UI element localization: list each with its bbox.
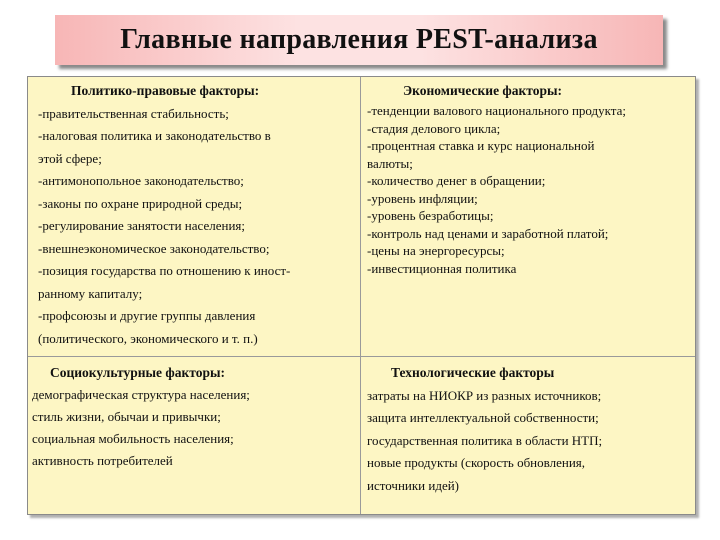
factor-item: новые продукты (скорость обновления,: [367, 455, 586, 470]
factor-item: этой сфере;: [38, 150, 102, 166]
factor-item: государственная политика в области НТП;: [367, 432, 603, 448]
factor-item: -налоговая политика и законодательство в: [38, 128, 271, 143]
horizontal-divider: [28, 356, 695, 357]
vertical-divider: [360, 77, 361, 514]
factor-item: -стадия делового цикла;: [367, 120, 501, 136]
economic-factors-cell: [367, 80, 626, 277]
factor-item: -позиция государства по отношению к иност-: [38, 263, 291, 278]
social-factors-heading: Социокультурные факторы:: [50, 365, 226, 380]
factor-item: -регулирование занятости населения;: [38, 218, 245, 233]
factor-item: -цены на энергоресурсы;: [367, 243, 505, 258]
factor-item: -профсоюзы и другие группы давления: [38, 308, 256, 323]
factor-item: -законы по охране природной среды;: [38, 195, 243, 211]
political-factors-heading: Политико-правовые факторы:: [71, 83, 260, 98]
social-factors-cell: [32, 362, 250, 472]
factor-item: -процентная ставка и курс национальной: [367, 138, 595, 153]
economic-factors-heading: Экономические факторы:: [403, 83, 563, 98]
factor-item: валюты;: [367, 155, 413, 171]
factor-item: -внешнеэкономическое законодательство;: [38, 240, 270, 256]
technological-factors-heading: Технологические факторы: [391, 365, 555, 380]
factor-item: (политического, экономического и т. п.): [38, 330, 258, 346]
factor-item: -инвестиционная политика: [367, 260, 517, 276]
title-banner: [55, 15, 663, 65]
factor-item: ранному капиталу;: [38, 285, 143, 301]
pest-table: [27, 76, 696, 515]
factor-item: защита интеллектуальной собственности;: [367, 410, 599, 425]
factor-item: демографическая структура населения;: [32, 387, 250, 402]
factor-item: социальная мобильность населения;: [32, 431, 234, 446]
page-title: Главные направления PEST-анализа: [120, 24, 598, 55]
factor-item: -правительственная стабильность;: [38, 105, 229, 121]
factor-item: -антимонопольное законодательство;: [38, 173, 244, 188]
factor-item: источники идей): [367, 477, 460, 493]
factor-item: стиль жизни, обычаи и привычки;: [32, 409, 221, 424]
factor-item: -уровень безработицы;: [367, 208, 494, 223]
factor-item: активность потребителей: [32, 453, 173, 468]
factor-item: затраты на НИОКР из разных источников;: [367, 387, 602, 403]
factor-item: -контроль над ценами и заработной платой;: [367, 225, 609, 241]
factor-item: -количество денег в обращении;: [367, 173, 546, 188]
political-factors-cell: [38, 80, 290, 350]
factor-item: -уровень инфляции;: [367, 190, 478, 206]
factor-item: -тенденции валового национального продукта;: [367, 103, 627, 118]
technological-factors-cell: [367, 362, 602, 497]
